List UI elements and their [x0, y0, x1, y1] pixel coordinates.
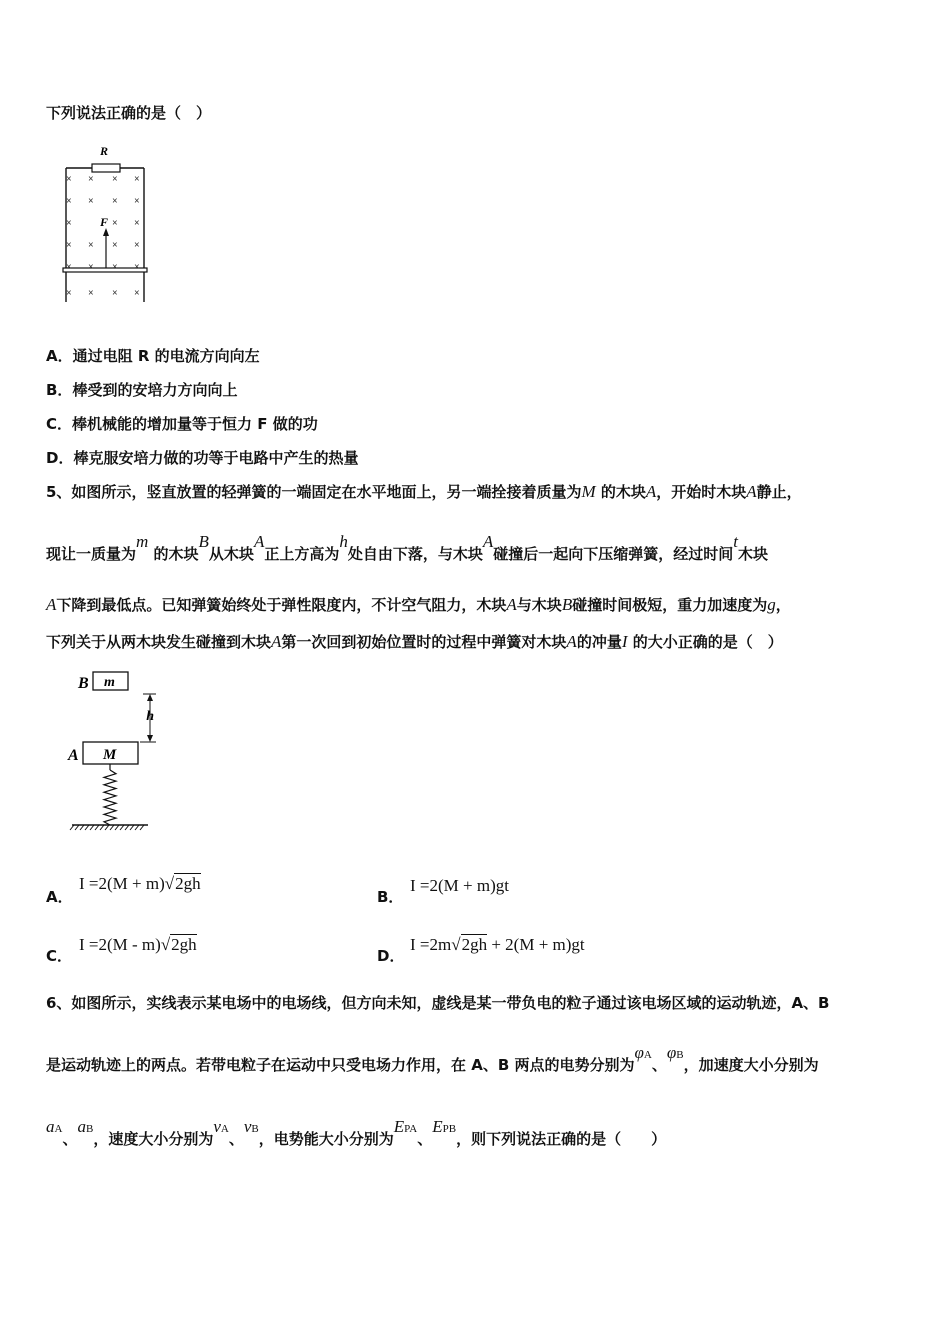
field-x-mark: ×: [88, 262, 94, 273]
field-x-mark: ×: [88, 240, 94, 251]
circuit-figure: [58, 140, 153, 308]
q6-stem-line3: $a^A$、$a^B$，速度大小分别为$v^A$、$v^B$，电势能大小分别为$E^{PA}$、$E^{PB}$，则下列说法正确的是（ ）: [46, 1117, 667, 1148]
q6-stem-line2: 是运动轨迹上的两点。若带电粒子在运动中只受电场力作用，在 A、B 两点的电势分别为$\varphi^A$、$\varphi^B$，加速度大小分别为: [46, 1043, 819, 1074]
field-x-mark: ×: [66, 240, 72, 251]
height-label: h: [146, 709, 154, 724]
q5-option-a-formula: I =2(M + m)√2gh: [79, 874, 201, 893]
magnetic-field-marks: [66, 174, 140, 299]
field-x-mark: ×: [66, 218, 72, 229]
block-b-mass: m: [104, 675, 115, 690]
field-x-mark: ×: [134, 218, 140, 229]
field-x-mark: ×: [112, 218, 118, 229]
field-x-mark: ×: [134, 240, 140, 251]
resistor-label: R: [100, 144, 109, 158]
resistor: [92, 164, 120, 172]
q4-option-b: B．棒受到的安培力方向向上: [46, 381, 238, 399]
field-x-mark: ×: [134, 262, 140, 273]
field-x-mark: ×: [66, 288, 72, 299]
field-x-mark: ×: [112, 174, 118, 185]
spring-figure: [66, 668, 156, 833]
spring: [104, 770, 116, 825]
field-x-mark: ×: [134, 196, 140, 207]
field-x-mark: ×: [88, 196, 94, 207]
field-x-mark: ×: [112, 262, 118, 273]
q5-stem-line2: 现让一质量为m 的木块B从木块A正上方高为h处自由下落，与木块A碰撞后一起向下压缩弹簧，经过时间t木块: [46, 532, 769, 563]
block-a-label: A: [68, 747, 79, 764]
q5-option-a-label: A．: [46, 888, 73, 906]
field-x-mark: ×: [134, 288, 140, 299]
q4-option-a: A．通过电阻 R 的电流方向向左: [46, 347, 260, 365]
field-x-mark: ×: [112, 288, 118, 299]
q5-stem-line3: A下降到最低点。已知弹簧始终处于弹性限度内，不计空气阻力，木块A与木块B碰撞时间极短，重力加速度为g，: [46, 595, 791, 614]
q5-option-b-formula: I =2(M + m)gt: [410, 876, 509, 895]
q5-option-c-formula: I =2(M - m)√2gh: [79, 935, 197, 954]
q5-stem-line1: 5、如图所示，竖直放置的轻弹簧的一端固定在水平地面上，另一端拴接着质量为M 的木块A，开始时木块A静止，: [46, 482, 802, 501]
block-b-label: B: [78, 675, 89, 692]
q4-option-c: C．棒机械能的增加量等于恒力 F 做的功: [46, 415, 318, 433]
field-x-mark: ×: [66, 262, 72, 273]
field-x-mark: ×: [112, 240, 118, 251]
q4-option-d: D．棒克服安培力做的功等于电路中产生的热量: [46, 449, 359, 467]
q4-stem: 下列说法正确的是（ ）: [46, 104, 212, 122]
q5-stem-line4: 下列关于从两木块发生碰撞到木块A第一次回到初始位置时的过程中弹簧对木块A的冲量I 的大小正确的是（ ）: [46, 632, 783, 651]
q5-option-b-label: B．: [377, 888, 404, 906]
field-x-mark: ×: [134, 174, 140, 185]
q5-option-c-label: C．: [46, 947, 73, 965]
block-a-mass: M: [103, 747, 117, 763]
field-x-mark: ×: [66, 174, 72, 185]
q6-stem-line1: 6、如图所示，实线表示某电场中的电场线，但方向未知，虚线是某一带负电的粒子通过该电场区域的运动轨迹，A、B: [46, 994, 830, 1012]
field-x-mark: ×: [66, 196, 72, 207]
field-x-mark: ×: [112, 196, 118, 207]
q5-option-d-label: D．: [377, 947, 405, 965]
field-x-mark: ×: [88, 288, 94, 299]
field-x-mark: ×: [88, 174, 94, 185]
force-label: F: [100, 215, 109, 229]
q5-option-d-formula: I =2m√2gh + 2(M + m)gt: [410, 935, 585, 954]
